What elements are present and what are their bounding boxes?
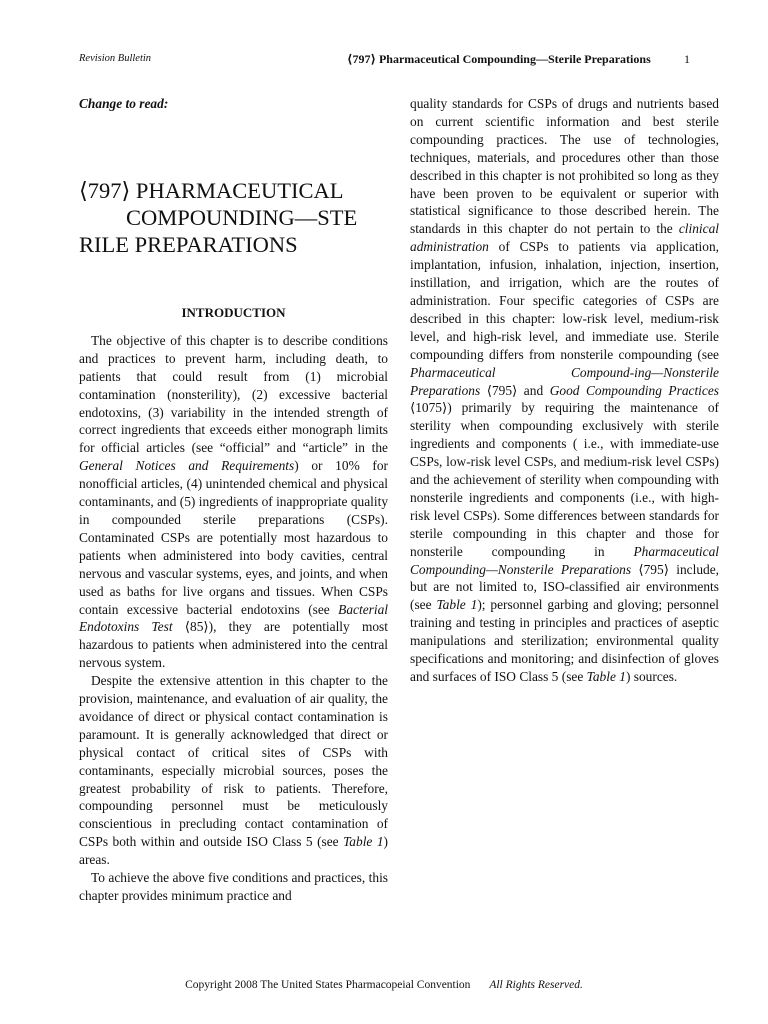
- left-column: [79, 95, 388, 905]
- paragraph-quality-standards: quality standards for CSPs of drugs and nutrients based on current scientific information and best sterile compounding practices. The use of technologies, techniques, materials, and procedures other than those described in this chapter is not prohibited so long as they have been proven to be equivalent or superior with statistical significance to those described herein. The standards in this chapter do not pertain to the clinical administration of CSPs to patients via application, implantation, infusion, inhalation, injection, insertion, instillation, and irrigation, which are the routes of administration. Four specific categories of CSPs are described in this chapter: low-risk level, medium-risk level, and high-risk level, and immediate use. Sterile compounding differs from nonsterile compounding (see Pharmaceutical Compound-ing—Nonsterile Preparations ⟨795⟩ and Good Compounding Practices ⟨1075⟩) primarily by requiring the maintenance of sterility when compounding exclusively with sterile ingredients and components ( i.e., with immediate-use CSPs, low-risk level CSPs, and medium-risk level CSPs) and the achievement of sterility when compounding with nonsterile ingredients and components (i.e., with high-risk level CSPs). Some differences between standards for sterile compounding in this chapter and those for nonsterile compounding in Pharmaceutical Compounding—Nonsterile Preparations ⟨795⟩ include, but are not limited to, ISO-classified air environments (see Table 1); personnel garbing and gloving; personnel training and testing in principles and practices of aseptic manipulations and sterilization; environmental quality specifications and monitoring; and disinfection of gloves and surfaces of ISO Class 5 (see Table 1) sources.: [410, 96, 720, 684]
- paragraph-contact-contamination: Despite the extensive attention in this chapter to the provision, maintenance, and evaluation of air quality, the avoidance of direct or physical contact contamination is paramount. It is generally acknowledged that direct or physical contact of critical sites of CSPs with contaminants, especially microbial sources, poses the greatest probability of risk to patients. Therefore, compounding personnel must be meticulously conscientious in precluding contact contamination of CSPs both within and outside ISO Class 5 (see Table 1) areas.: [79, 673, 388, 868]
- right-column: [410, 95, 719, 686]
- chapter-title-line1: ⟨797⟩ PHARMACEUTICAL: [79, 178, 344, 203]
- table-1-ref: Table 1: [343, 834, 384, 850]
- bacterial-endotoxins-ref: Bacterial Endotoxins Test: [79, 601, 388, 635]
- change-label: Change to read:: [79, 96, 169, 111]
- clinical-administration-term: clinical administration: [410, 221, 719, 255]
- chapter-title-line2: COMPOUNDING—STE: [126, 205, 358, 230]
- chapter-title-line3: RILE PREPARATIONS: [79, 232, 298, 257]
- paragraph-objective: The objective of this chapter is to describe conditions and practices to prevent harm, including death, to patients that could result from (1) microbial contamination (nonsterility), (2) excessive bacterial endotoxins, (3) variability in the intended strength of correct ingredients that exceeds either monograph limits for official articles (see “official” and “article” in the General Notices and Requirements) or 10% for nonofficial articles, (4) unintended chemical and physical contaminants, and (5) ingredients of inappropriate quality in compounded sterile preparations (CSPs). Contaminated CSPs are potentially most hazardous to patients when administered into body cavities, central nervous and vascular systems, eyes, and joints, and when used as baths for live organs and tissues. When CSPs contain excessive bacterial endotoxins (see Bacterial Endotoxins Test ⟨85⟩), they are potentially most hazardous to patients when administered into the central nervous system.: [79, 332, 389, 671]
- rights-text: All Rights Reserved.: [489, 979, 583, 991]
- bulletin-label: Revision Bulletin: [79, 53, 152, 64]
- copyright-text: Copyright 2008 The United States Pharmacopeial Convention: [185, 979, 471, 991]
- general-notices-ref: General Notices and Requirements: [79, 458, 295, 474]
- page-footer: [0, 979, 768, 991]
- running-title: ⟨797⟩ Pharmaceutical Compounding—Sterile Preparations: [347, 52, 651, 66]
- nonsterile-ref: Pharmaceutical Compound-ing—Nonsterile Preparations: [410, 364, 719, 398]
- table-1-ref-3: Table 1: [586, 669, 626, 684]
- page-number: 1: [684, 52, 690, 66]
- section-heading: INTRODUCTION: [181, 305, 286, 320]
- good-compounding-ref: Good Compounding Practices: [549, 382, 720, 398]
- table-1-ref-2: Table 1: [436, 597, 478, 613]
- paragraph-conditions: To achieve the above five conditions and practices, this chapter provides minimum practice and: [79, 870, 388, 903]
- chapter-title: [79, 177, 388, 258]
- nonsterile-ref-2: Pharmaceutical Compounding—Nonsterile Preparations: [410, 543, 719, 577]
